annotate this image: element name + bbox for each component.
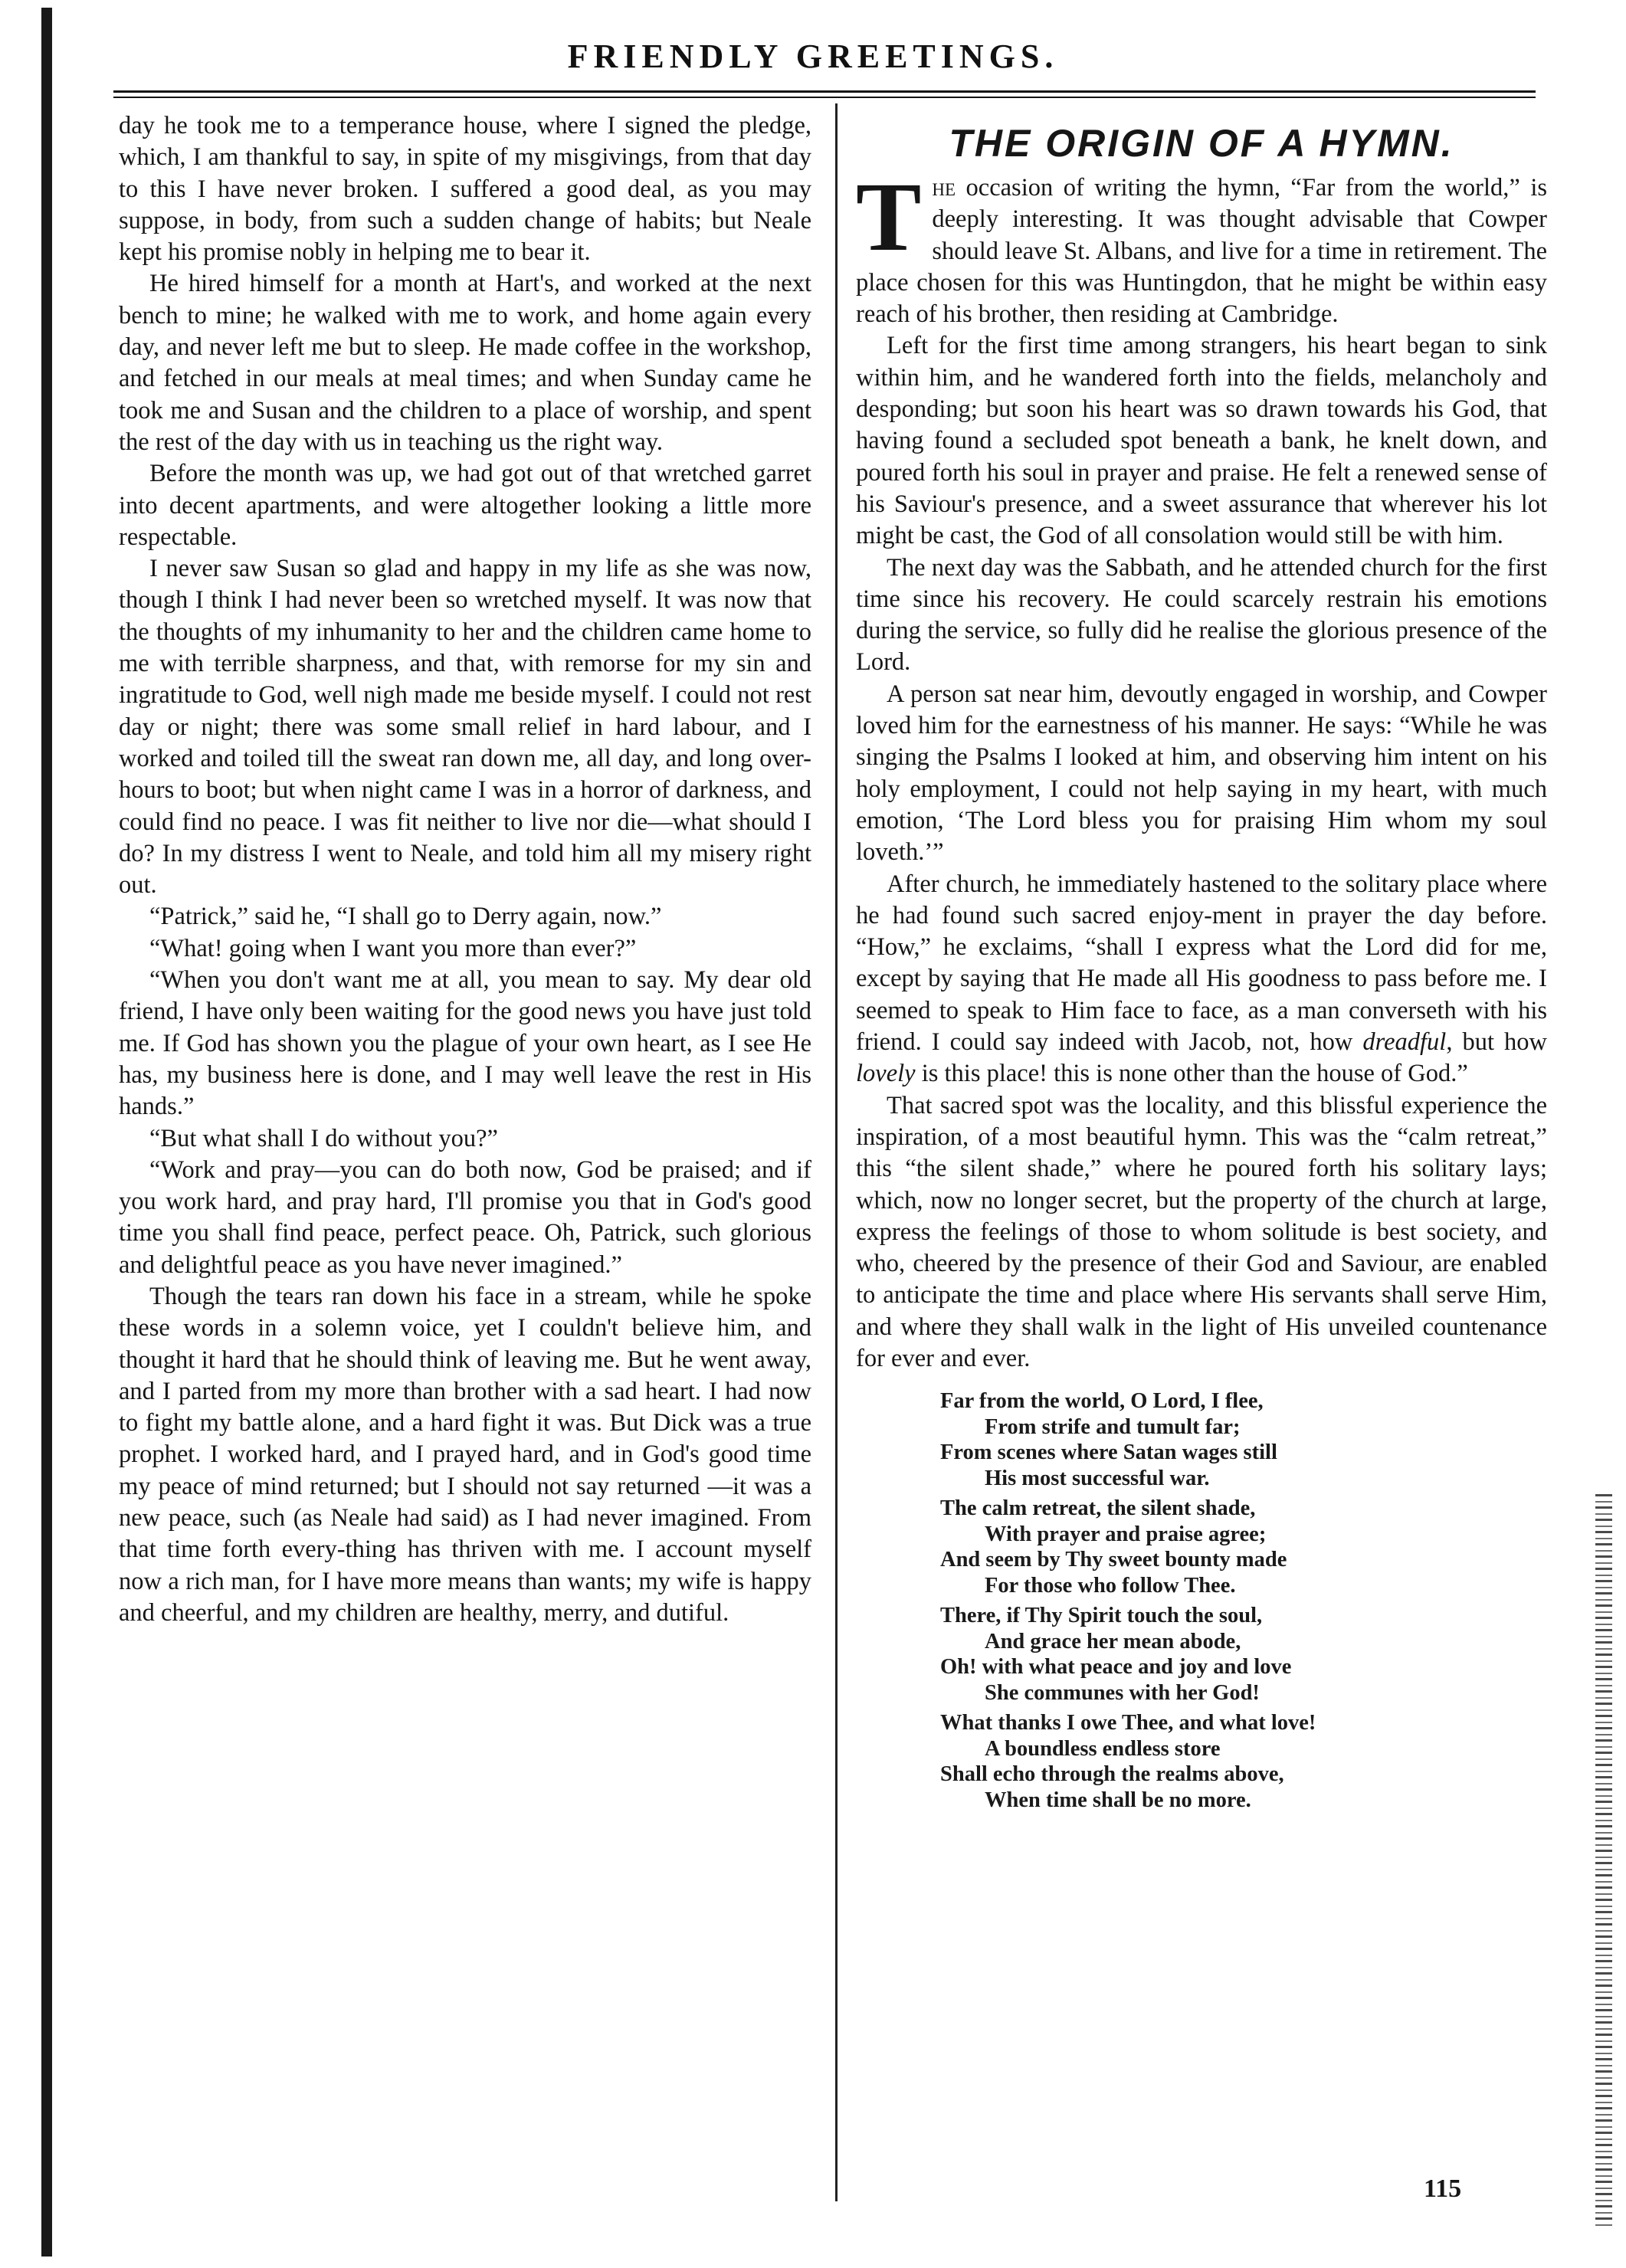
dialogue-line: “What! going when I want you more than ever?” xyxy=(149,934,637,962)
paragraph: day he took me to a temperance house, where I signed the pledge, which, I am thankful to say, in spite of my misgivings, from that day to this I have never broken. I suffered a good deal, as you may suppose, in body, from such a sudden change of habits; but Neale kept his promise nobly in helping me to bear it. xyxy=(119,112,811,267)
dialogue-line: “Patrick,” said he, “I shall go to Derry again, now.” xyxy=(149,903,662,931)
paragraph: A person sat near him, devoutly engaged in worship, and Cowper loved him for the earnestness of his manner. He says: “While he was singing the Psalms I looked at him, and observing him intent on his holy employment, I could not help saying in my heart, with much emotion, ‘The Lord bless you for praising Him whom my soul loveth.’” xyxy=(856,680,1547,867)
masthead-rule xyxy=(113,90,1536,98)
paragraph: Left for the first time among strangers, his heart began to sink within him, and he wandered forth into the fields, melancholy and desponding; but soon his heart was so drawn towards his God, that having found a secluded spot beneath a bank, he knelt down, and poured forth his soul in prayer and praise. He felt a renewed sense of his Saviour's presence, and a sweet assurance that wherever his lot might be cast, the God of all consolation would still be with him. xyxy=(856,332,1547,550)
dialogue-line: “When you don't want me at all, you mean to say. My dear old friend, I have only been waiting for the good news you have just told me. If God has shown you the plague of your own heart, as I see He has, my business here is done, and I may well leave the rest in His hands.” xyxy=(119,966,811,1121)
verse-line: When time shall be no more. xyxy=(985,1788,1251,1812)
column-divider xyxy=(835,103,838,2201)
dialogue-line: “Work and pray—you can do both now, God be praised; and if you work hard, and pray hard, I'll promise you that in God's good time you shall find peace, perfect peace. Oh, Patrick, such glorious and delightful peace as you have never imagined.” xyxy=(119,1155,811,1279)
paragraph: Though the tears ran down his face in a stream, while he spoke these words in a solemn voice, yet I couldn't believe him, and thought it hard that he should think of leaving me. But he went away, and I parted from my more than brother with a sad heart. I had now to fight my battle alone, and a hard fight it was. But Dick was a true prophet. I worked hard, and I prayed hard, and in God's good time my peace of mind returned; but I should not say returned —it was a new peace, such (as Neale had said) as I had never imagined. From that time forth every-thing has thriven with me. I account myself now a rich man, for I have more means than wants; my wife is happy and cheerful, and my children are healthy, merry, and dutiful. xyxy=(119,1282,811,1627)
article-title: THE ORIGIN OF A HYMN. xyxy=(949,122,1454,165)
page-number: 115 xyxy=(1424,2175,1462,2203)
left-column xyxy=(119,110,811,1629)
verse-line: She communes with her God! xyxy=(985,1680,1260,1705)
paragraph: That sacred spot was the locality, and this blissful experience the inspiration, of a most beautiful hymn. This was the “calm retreat,” this “the silent shade,” where he poured forth his solitary lays; which, now no longer secret, but the property of the church at large, express the feelings of those to whom solitude is best society, and who, cheered by the presence of their God and Saviour, are enabled to anticipate the time and place where His servants shall serve Him, and where they shall walk in the light of His unveiled countenance for ever and ever. xyxy=(856,1091,1547,1372)
verse-line: From scenes where Satan wages still xyxy=(940,1440,1277,1465)
emphasis-lovely: lovely xyxy=(856,1060,916,1088)
paragraph-text: , but how xyxy=(1446,1028,1548,1057)
verse-line: His most successful war. xyxy=(985,1466,1210,1490)
paragraph: He hired himself for a month at Hart's, and worked at the next bench to mine; he walked with me to work, and home again every day, and never left me but to sleep. He made coffee in the workshop, and fetched in our meals at meal times; and when Sunday came he took me and Susan and the children to a place of worship, and spent the rest of the day with us in teaching us the right way. xyxy=(119,270,811,456)
paragraph-text: is this place! this is none other than the house of God.” xyxy=(915,1060,1468,1088)
verse-line: What thanks I owe Thee, and what love! xyxy=(940,1711,1316,1735)
paragraph: The next day was the Sabbath, and he attended church for the first time since his recovery. He could scarcely restrain his emotions during the service, so fully did he realise the glorious presence of the Lord. xyxy=(856,553,1547,677)
verse-line: And grace her mean abode, xyxy=(985,1629,1241,1653)
paragraph-text: occasion of writing the hymn, “Far from the world,” is deeply interesting. It was thought advisable that Cowper should leave St. Albans, and live for a time in retirement. The place chosen for this was Huntingdon, that he might be within easy reach of his brother, then residing at Cambridge. xyxy=(856,174,1547,329)
verse-line: Far from the world, O Lord, I flee, xyxy=(940,1389,1264,1414)
verse-line: And seem by Thy sweet bounty made xyxy=(940,1548,1287,1572)
verse-line: For those who follow Thee. xyxy=(985,1573,1236,1598)
masthead-title: FRIENDLY GREETINGS. xyxy=(567,38,1059,75)
left-margin-rule xyxy=(41,8,52,2257)
verse-line: A boundless endless store xyxy=(985,1736,1221,1761)
paragraph xyxy=(856,869,1547,1090)
verse-line: There, if Thy Spirit touch the soul, xyxy=(940,1604,1263,1628)
drop-cap: T xyxy=(856,162,922,271)
dialogue-line: “But what shall I do without you?” xyxy=(149,1124,498,1152)
right-margin-ornament xyxy=(1595,1494,1612,2230)
right-column xyxy=(856,119,1547,1813)
first-word-rest: he xyxy=(932,174,956,202)
paragraph: Before the month was up, we had got out of that wretched garret into decent apartments, and were altogether looking a little more respectable. xyxy=(119,460,811,551)
hymn-verse xyxy=(940,1388,1547,1813)
paragraph: I never saw Susan so glad and happy in my life as she was now, though I think I had never been so wretched myself. It was now that the thoughts of my inhumanity to her and the children came home to me with terrible sharpness, and that, with remorse for my sin and ingratitude to God, well nigh made me beside myself. I could not rest day or night; there was some small relief in hard labour, and I worked and toiled till the sweat ran down me, all day, and long over-hours to boot; but when night came I was in a horror of darkness, and could find no peace. I was fit neither to live nor die—what should I do? In my distress I went to Neale, and told him all my misery right out. xyxy=(119,555,811,900)
verse-line: With prayer and praise agree; xyxy=(985,1522,1267,1546)
paragraph xyxy=(856,162,1547,330)
verse-line: Oh! with what peace and joy and love xyxy=(940,1655,1292,1680)
paragraph-text: After church, he immediately hastened to the solitary place where he had found such sacred enjoy-ment in prayer the day before. “How,” he exclaims, “shall I express what the Lord did for me, except by saying that He made all His goodness to pass before me. I seemed to speak to Him face to face, as a man converseth with his friend. I could say indeed with Jacob, not, how xyxy=(856,870,1547,1057)
verse-line: The calm retreat, the silent shade, xyxy=(940,1496,1256,1521)
emphasis-dreadful: dreadful xyxy=(1362,1028,1447,1057)
verse-line: Shall echo through the realms above, xyxy=(940,1762,1284,1787)
verse-line: From strife and tumult far; xyxy=(985,1414,1241,1439)
